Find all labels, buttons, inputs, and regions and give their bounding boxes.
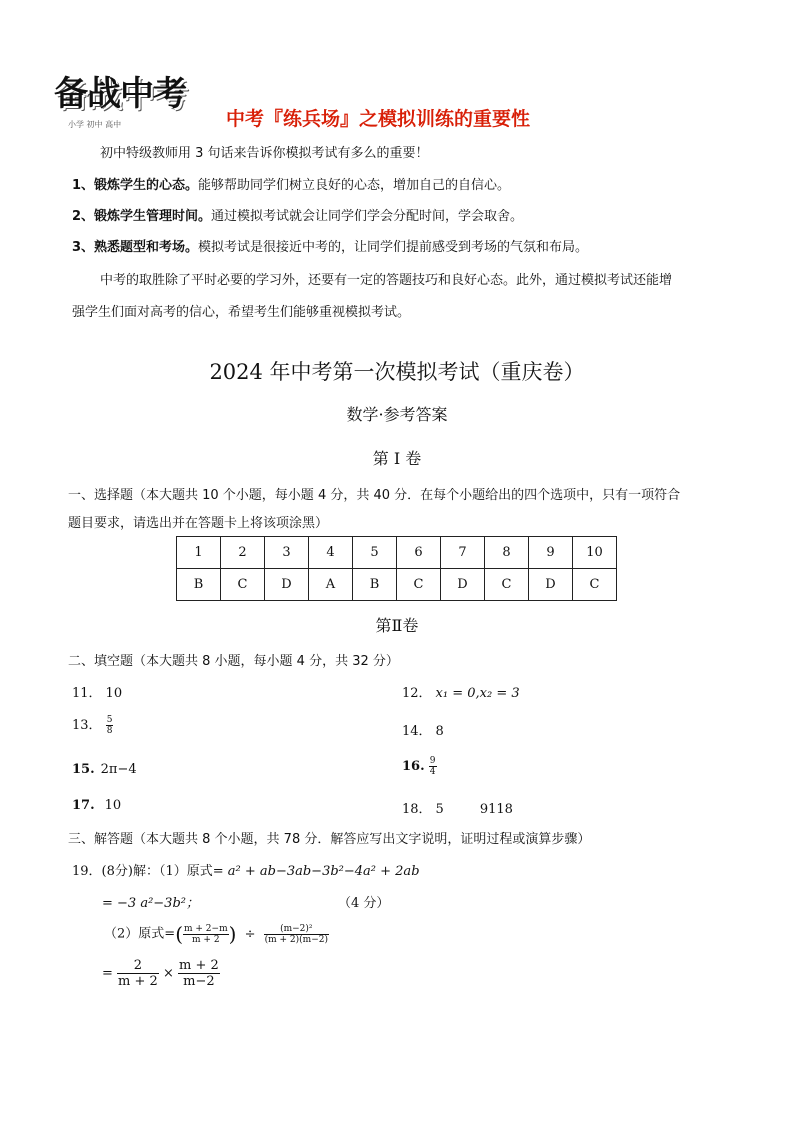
fraction	[429, 756, 437, 777]
q19-part2-line2: = $\frac{2}{m + 2}$ × $\frac{m + 2}{m-2}$	[102, 958, 219, 989]
fraction-numerator: m + 2	[179, 958, 219, 973]
table-cell: A	[309, 569, 353, 601]
table-cell: D	[441, 569, 485, 601]
promo-title: 中考『练兵场』之模拟训练的重要性	[226, 108, 531, 130]
table-cell: 8	[485, 537, 529, 569]
answer-value: 2π−4	[100, 762, 137, 777]
answer-15	[72, 762, 137, 777]
point-text: 通过模拟考试就会让同学们学会分配时间，学会取舍。	[211, 209, 524, 224]
point-label: 3、熟悉题型和考场。	[72, 240, 199, 255]
answer-18	[402, 798, 513, 817]
fraction	[178, 958, 220, 989]
fraction-numerator: m + 2−m	[184, 923, 228, 934]
answer-value-1: 5	[435, 802, 444, 817]
table-cell: D	[529, 569, 573, 601]
table-cell: B	[353, 569, 397, 601]
table-cell: 9	[529, 537, 573, 569]
fraction-numerator: 9	[429, 756, 436, 766]
intro-closing-line1: 中考的取胜除了平时必要的学习外，还要有一定的答题技巧和良好心态。此外，通过模拟考试还能增	[100, 273, 673, 288]
fraction	[106, 715, 114, 736]
point-text: 模拟考试是很接近中考的，让同学们提前感受到考场的气氛和布局。	[198, 240, 589, 255]
fraction-denominator: m + 2	[192, 934, 220, 945]
question-number: 15.	[72, 762, 95, 777]
table-cell: 3	[265, 537, 309, 569]
answer-17	[72, 798, 121, 813]
logo	[54, 66, 214, 128]
table-cell: 1	[177, 537, 221, 569]
table-cell: C	[485, 569, 529, 601]
fraction	[183, 924, 229, 945]
table-cell: B	[177, 569, 221, 601]
section1-heading-line2: 题目要求，请选出并在答题卡上将该项涂黑）	[68, 516, 329, 531]
q19-line-1	[72, 860, 420, 879]
intro-closing-line2: 强学生们面对高考的信心，希望考生们能够重视模拟考试。	[72, 305, 411, 320]
answer-12	[402, 682, 520, 701]
fraction-denominator: m−2	[183, 974, 215, 989]
fraction-numerator: 2	[117, 958, 159, 974]
point-label: 2、锻炼学生管理时间。	[72, 209, 212, 224]
answer-table-answer-row	[177, 569, 617, 601]
q19-part2-line1: （2）原式=( $\frac{m + 2-m}{m + 2}$ ) ÷ $\frac{\text{(m−2)²}}{(m + 2)(m-2)}$	[104, 922, 328, 946]
fraction-denominator: m + 2	[118, 974, 158, 989]
logo-subtext: 小学 初中 高中	[68, 120, 122, 129]
q19-part2-label: （2）原式	[104, 926, 165, 942]
question-number: 16.	[402, 759, 425, 774]
answer-value: 8	[435, 724, 444, 739]
table-cell: 4	[309, 537, 353, 569]
fraction-denominator: (m + 2)(m−2)	[264, 934, 328, 945]
table-cell: C	[397, 569, 441, 601]
intro-lead: 初中特级教师用 3 句话来告诉你模拟考试有多么的重要！	[100, 146, 429, 161]
fraction-numerator: (m−2)²	[264, 924, 329, 935]
table-cell: 10	[573, 537, 617, 569]
intro-point-2	[72, 207, 523, 227]
answer-11	[72, 682, 122, 701]
question-number: 13．	[72, 718, 102, 733]
answer-value-2: 9118	[479, 802, 513, 817]
table-cell: 2	[221, 537, 265, 569]
table-cell: D	[265, 569, 309, 601]
exam-title: 2024 年中考第一次模拟考试（重庆卷）	[209, 360, 585, 384]
answer-14	[402, 720, 444, 739]
question-number: 17.	[72, 798, 95, 813]
answer-value: x₁ = 0,x₂ = 3	[435, 686, 520, 701]
point-text: 能够帮助同学们树立良好的心态，增加自己的自信心。	[198, 178, 511, 193]
table-cell: C	[573, 569, 617, 601]
answer-value: 10	[105, 686, 123, 701]
fraction	[117, 958, 159, 989]
fraction-denominator: 8	[106, 726, 113, 736]
exam-subtitle: 数学·参考答案	[346, 405, 448, 424]
section1-heading-line1: 一、选择题（本大题共 10 个小题，每小题 4 分，共 40 分．在每个小题给出的四个选项中，只有一项符合	[68, 488, 681, 503]
table-cell: 6	[397, 537, 441, 569]
question-number: 12．	[402, 686, 432, 701]
table-cell: 7	[441, 537, 485, 569]
answer-13	[72, 714, 113, 736]
section3-heading: 三、解答题（本大题共 8 个小题，共 78 分．解答应写出文字说明，证明过程或演算步骤）	[68, 832, 591, 847]
answer-value: 10	[104, 798, 122, 813]
volume-2-title: 第Ⅱ卷	[375, 616, 419, 635]
q19-line-2	[102, 892, 199, 911]
question-number: 11．	[72, 686, 102, 701]
section2-heading: 二、填空题（本大题共 8 小题，每小题 4 分，共 32 分）	[68, 654, 399, 669]
fraction	[264, 924, 329, 945]
intro-point-1	[72, 176, 510, 196]
volume-1-title: 第 I 卷	[372, 449, 422, 468]
table-cell: 5	[353, 537, 397, 569]
fraction-numerator: 5	[106, 715, 113, 725]
intro-point-3	[72, 238, 588, 258]
q19-intro: 19．(8分)解：（1）原式	[72, 864, 213, 879]
answer-table	[176, 536, 617, 601]
q19-expression-1: = a² + ab−3ab−3b²−4a² + 2ab	[212, 864, 420, 879]
q19-expression-2: = −3 a²−3b²；	[102, 896, 199, 911]
answer-16	[402, 756, 437, 777]
question-number: 18．	[402, 802, 432, 817]
question-number: 14．	[402, 724, 432, 739]
table-cell: C	[221, 569, 265, 601]
fraction-denominator: 4	[429, 767, 436, 777]
answer-table-number-row	[177, 537, 617, 569]
q19-score: （4 分）	[338, 896, 390, 911]
point-label: 1、锻炼学生的心态。	[72, 178, 199, 193]
logo-text: 备战中考	[54, 74, 186, 114]
